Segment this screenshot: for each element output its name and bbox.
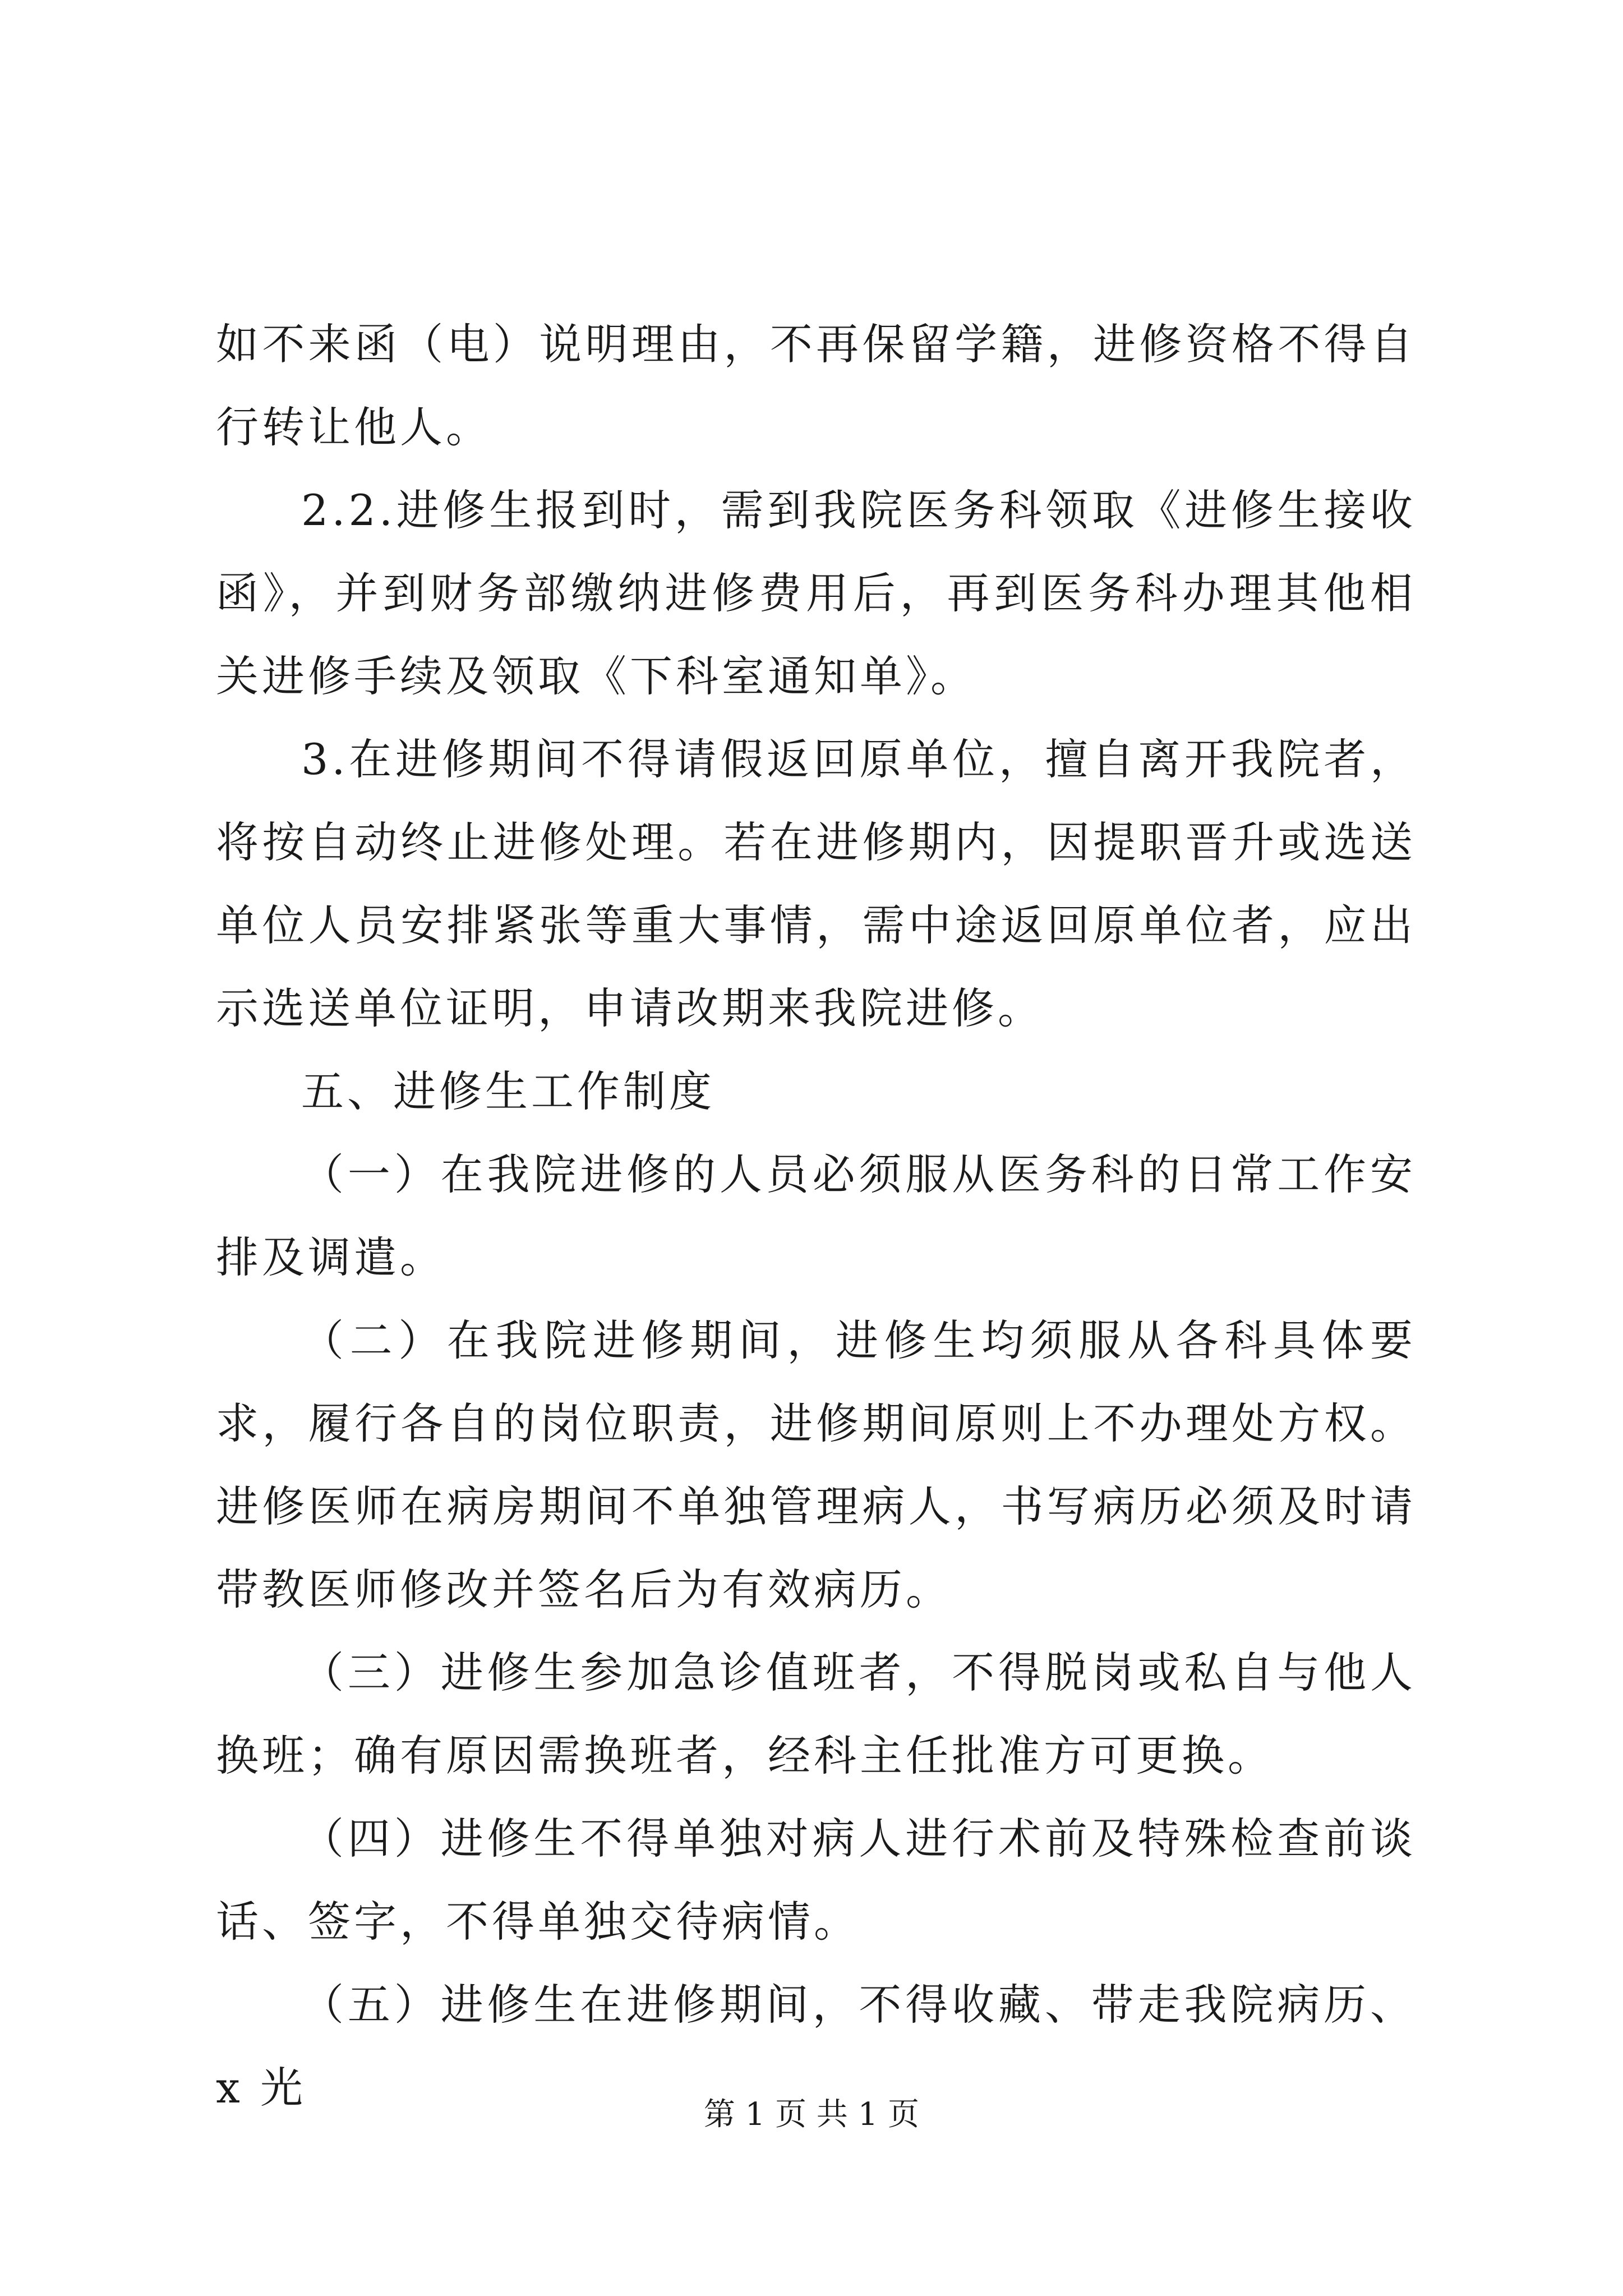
- paragraph-3: 3.在进修期间不得请假返回原单位，擅自离开我院者，将按自动终止进修处理。若在进修期内，因提职晋升或选送单位人员安排紧张等重大事情，需中途返回原单位者，应出示选送单位证明，申请改期来我院进修。: [216, 734, 1416, 1033]
- paragraph-item-1: （一）在我院进修的人员必须服从医务科的日常工作安排及调遣。: [216, 1149, 1416, 1282]
- paragraph-item-2: （二）在我院进修期间，进修生均须服从各科具体要求，履行各自的岗位职责，进修期间原则上不办理处方权。进修医师在病房期间不单独管理病人，书写病历必须及时请带教医师修改并签名后为有效病历。: [216, 1315, 1416, 1614]
- page-footer: 第 1 页 共 1 页: [703, 2096, 920, 2133]
- paragraph-2: 2.2.进修生报到时，需到我院医务科领取《进修生接收函》，并到财务部缴纳进修费用后，再到医务科办理其他相关进修手续及领取《下科室通知单》。: [216, 485, 1416, 701]
- document-body: [216, 303, 1416, 2129]
- section-heading: 五、进修生工作制度: [301, 1066, 715, 1116]
- paragraph-item-4: （四）进修生不得单独对病人进行术前及特殊检查前谈话、签字，不得单独交待病情。: [216, 1814, 1416, 1947]
- paragraph-item-5: （五）进修生在进修期间，不得收藏、带走我院病历、x 光: [216, 1980, 1416, 2113]
- paragraph-item-3: （三）进修生参加急诊值班者，不得脱岗或私自与他人换班；确有原因需换班者，经科主任批准方可更换。: [216, 1648, 1416, 1780]
- paragraph-1: 如不来函（电）说明理由，不再保留学籍，进修资格不得自行转让他人。: [216, 319, 1416, 452]
